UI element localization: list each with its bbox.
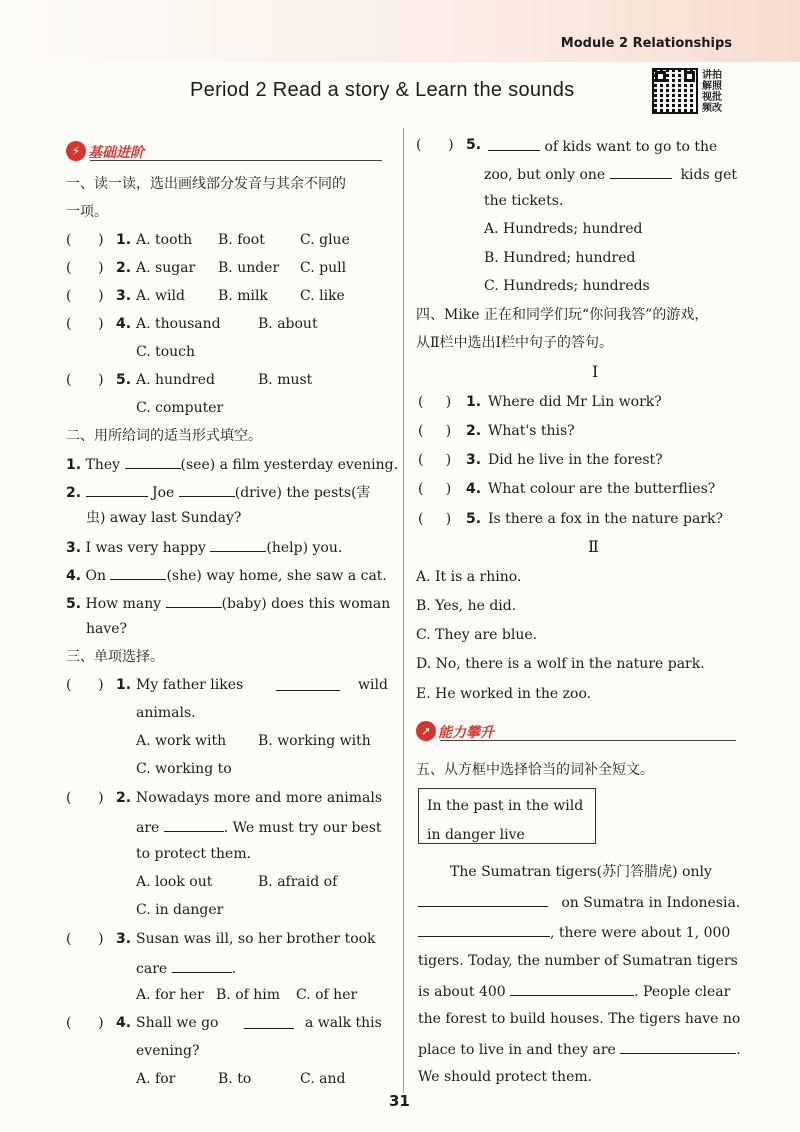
question-text: wild bbox=[358, 677, 388, 693]
answer-paren[interactable]: ( ) bbox=[418, 423, 452, 439]
question-text: (see) a film yesterday evening. bbox=[180, 457, 399, 473]
question-text: Joe bbox=[151, 485, 175, 501]
question-number: 2. bbox=[466, 423, 482, 439]
section-basic-banner bbox=[66, 140, 382, 164]
option-c: C. Hundreds; hundreds bbox=[484, 278, 650, 294]
part4-heading: 四、Mike 正在和同学们玩“你问我答”的游戏， bbox=[416, 307, 709, 323]
section-advanced-title: 能力攀升 bbox=[438, 725, 494, 741]
question-text: (drive) the pests(害 bbox=[234, 485, 371, 501]
option-c: C. and bbox=[300, 1071, 346, 1087]
question-text: a walk this bbox=[305, 1015, 382, 1031]
question-number: 4. bbox=[66, 568, 82, 584]
option-c: C. computer bbox=[136, 400, 224, 416]
column-i-label: Ⅰ bbox=[592, 362, 599, 381]
fill-blank[interactable] bbox=[418, 892, 548, 907]
question-text: What colour are the butterflies? bbox=[488, 481, 716, 497]
question-number: 5. bbox=[116, 372, 132, 388]
option-c: C. of her bbox=[296, 987, 358, 1003]
question-number: 1. bbox=[466, 394, 482, 410]
option-a: A. look out bbox=[136, 874, 213, 890]
question-text: Nowadays more and more animals bbox=[136, 790, 383, 806]
answer-paren[interactable]: ( ) bbox=[66, 288, 104, 304]
question-number: 2. bbox=[116, 260, 132, 276]
answer-paren[interactable]: ( ) bbox=[66, 316, 104, 332]
part2-question-1 bbox=[66, 454, 398, 474]
passage-line: on Sumatra in Indonesia. bbox=[418, 892, 740, 912]
question-text: (help) you. bbox=[266, 540, 343, 556]
fill-blank[interactable] bbox=[179, 482, 235, 497]
answer-paren[interactable]: ( ) bbox=[416, 137, 454, 153]
page-title: Period 2 Read a story & Learn the sounds bbox=[190, 79, 575, 101]
part2-question-3 bbox=[66, 537, 342, 557]
question-text: Where did Mr Lin work? bbox=[488, 394, 662, 410]
fill-blank[interactable] bbox=[210, 537, 266, 552]
option-b: B. afraid of bbox=[258, 874, 338, 890]
answer-paren[interactable]: ( ) bbox=[66, 372, 104, 388]
fill-blank[interactable] bbox=[610, 164, 672, 179]
option-b: B. foot bbox=[218, 232, 265, 248]
answer-paren[interactable]: ( ) bbox=[66, 260, 104, 276]
question-text: Did he live in the forest? bbox=[488, 452, 663, 468]
part5-heading: 五、从方框中选择恰当的词补全短文。 bbox=[416, 762, 654, 778]
qr-caption: 讲拍 解照 视批 频改 bbox=[702, 70, 722, 114]
question-text: care . bbox=[136, 958, 236, 978]
fill-blank[interactable] bbox=[166, 593, 222, 608]
answer-option: B. Yes, he did. bbox=[416, 598, 517, 614]
option-a: A. for her bbox=[136, 987, 204, 1003]
option-b: B. about bbox=[258, 316, 318, 332]
option-c: C. touch bbox=[136, 344, 196, 360]
answer-paren[interactable]: ( ) bbox=[66, 931, 104, 947]
lightning-icon: ⚡ bbox=[66, 141, 86, 161]
fill-blank[interactable] bbox=[620, 1039, 736, 1054]
fill-blank[interactable] bbox=[244, 1014, 294, 1029]
question-text: are . We must try our best bbox=[136, 817, 382, 837]
module-label: Module 2 Relationships bbox=[560, 36, 732, 51]
part2-question-5 bbox=[66, 593, 390, 613]
question-text: (she) way home, she saw a cat. bbox=[166, 568, 387, 584]
question-number: 3. bbox=[66, 540, 82, 556]
question-text: What's this? bbox=[488, 423, 575, 439]
part3-heading: 三、单项选择。 bbox=[66, 649, 164, 665]
passage-line: tigers. Today, the number of Sumatran tigers bbox=[418, 953, 738, 969]
answer-paren[interactable]: ( ) bbox=[418, 394, 452, 410]
passage-line: , there were about 1, 000 bbox=[418, 922, 730, 942]
answer-paren[interactable]: ( ) bbox=[418, 511, 452, 527]
question-number: 4. bbox=[116, 1015, 132, 1031]
option-b: B. Hundred; hundred bbox=[484, 250, 636, 266]
rocket-icon: ➚ bbox=[416, 721, 436, 741]
fill-blank[interactable] bbox=[164, 817, 224, 832]
fill-blank[interactable] bbox=[418, 922, 550, 937]
answer-paren[interactable]: ( ) bbox=[66, 677, 104, 693]
question-number: 5. bbox=[466, 137, 482, 153]
fill-blank-wrap bbox=[276, 676, 340, 696]
question-number: 3. bbox=[116, 931, 132, 947]
option-a: A. tooth bbox=[136, 232, 193, 248]
header-band bbox=[0, 0, 800, 62]
section-advanced-banner bbox=[416, 720, 736, 744]
question-text: to protect them. bbox=[136, 846, 252, 862]
passage-line: place to live in and they are . bbox=[418, 1039, 741, 1059]
part4-heading: 从Ⅱ栏中选出Ⅰ栏中句子的答句。 bbox=[416, 335, 614, 351]
question-text: Shall we go bbox=[136, 1015, 219, 1031]
answer-option: C. They are blue. bbox=[416, 627, 538, 643]
page-number: 31 bbox=[389, 1092, 410, 1110]
option-a: A. Hundreds; hundred bbox=[484, 221, 643, 237]
part1-heading: 一、读一读，选出画线部分发音与其余不同的 bbox=[66, 176, 346, 192]
question-number: 5. bbox=[466, 511, 482, 527]
part2-heading: 二、用所给词的适当形式填空。 bbox=[66, 428, 262, 444]
answer-paren[interactable]: ( ) bbox=[418, 452, 452, 468]
option-b: B. milk bbox=[218, 288, 268, 304]
question-number: 2. bbox=[66, 485, 82, 501]
word-bank-line: in danger live bbox=[427, 827, 525, 843]
banner-rule bbox=[90, 160, 382, 161]
word-bank-line: In the past in the wild bbox=[427, 798, 584, 814]
question-number: 1. bbox=[116, 232, 132, 248]
question-number: 1. bbox=[66, 457, 82, 473]
option-b: B. working with bbox=[258, 733, 371, 749]
question-text: evening? bbox=[136, 1043, 200, 1059]
question-text: Is there a fox in the nature park? bbox=[488, 511, 724, 527]
question-text: the tickets. bbox=[484, 193, 564, 209]
option-c: C. like bbox=[300, 288, 345, 304]
option-c: C. working to bbox=[136, 761, 232, 777]
question-number: 1. bbox=[116, 677, 132, 693]
option-a: A. hundred bbox=[136, 372, 215, 388]
part1-heading: 一项。 bbox=[66, 204, 108, 220]
question-text: Susan was ill, so her brother took bbox=[136, 931, 376, 947]
question-number: 2. bbox=[116, 790, 132, 806]
answer-paren[interactable]: ( ) bbox=[66, 232, 104, 248]
answer-option: E. He worked in the zoo. bbox=[416, 686, 592, 702]
passage-line: The Sumatran tigers(苏门答腊虎) only bbox=[450, 864, 712, 880]
option-b: B. of him bbox=[216, 987, 281, 1003]
banner-rule bbox=[440, 740, 736, 741]
fill-blank[interactable] bbox=[276, 676, 340, 691]
question-text: They bbox=[85, 457, 121, 473]
option-b: B. must bbox=[258, 372, 313, 388]
question-number: 3. bbox=[466, 452, 482, 468]
option-a: A. thousand bbox=[136, 316, 221, 332]
part2-question-4 bbox=[66, 565, 387, 585]
question-text: I was very happy bbox=[85, 540, 206, 556]
question-text: of kids want to go to the bbox=[488, 136, 717, 156]
option-a: A. sugar bbox=[136, 260, 196, 276]
question-text: How many bbox=[85, 596, 162, 612]
option-c: C. pull bbox=[300, 260, 347, 276]
question-text: My father likes bbox=[136, 677, 244, 693]
question-text: On bbox=[85, 568, 107, 584]
fill-blank[interactable] bbox=[125, 454, 181, 469]
option-b: B. to bbox=[218, 1071, 252, 1087]
fill-blank[interactable] bbox=[488, 136, 540, 151]
question-number: 5. bbox=[66, 596, 82, 612]
answer-paren[interactable]: ( ) bbox=[66, 1015, 104, 1031]
answer-paren[interactable]: ( ) bbox=[66, 790, 104, 806]
passage-line: is about 400 . People clear bbox=[418, 981, 730, 1001]
option-c: C. glue bbox=[300, 232, 350, 248]
fill-blank[interactable] bbox=[510, 981, 634, 996]
answer-option: A. It is a rhino. bbox=[416, 569, 522, 585]
section-basic-title: 基础进阶 bbox=[88, 145, 144, 161]
fill-blank-wrap bbox=[244, 1014, 294, 1034]
question-number: 4. bbox=[466, 481, 482, 497]
option-a: A. work with bbox=[136, 733, 227, 749]
part2-question-2-cont: 虫) away last Sunday? bbox=[86, 510, 242, 526]
answer-option: D. No, there is a wolf in the nature park. bbox=[416, 656, 705, 672]
option-b: B. under bbox=[218, 260, 280, 276]
column-ii-label: Ⅱ bbox=[588, 537, 599, 556]
question-text: zoo, but only one kids get bbox=[484, 164, 737, 184]
fill-blank[interactable] bbox=[110, 565, 166, 580]
question-text: animals. bbox=[136, 705, 196, 721]
fill-blank[interactable] bbox=[172, 958, 232, 973]
answer-paren[interactable]: ( ) bbox=[418, 481, 452, 497]
option-a: A. for bbox=[136, 1071, 176, 1087]
question-number: 4. bbox=[116, 316, 132, 332]
passage-line: the forest to build houses. The tigers have no bbox=[418, 1011, 741, 1027]
question-text: (baby) does this woman bbox=[221, 596, 391, 612]
part2-question-5-cont: have? bbox=[86, 621, 128, 637]
qr-code-icon[interactable] bbox=[652, 68, 698, 114]
part2-question-2 bbox=[66, 482, 371, 502]
fill-blank[interactable] bbox=[86, 482, 148, 497]
option-a: A. wild bbox=[136, 288, 185, 304]
passage-line: We should protect them. bbox=[418, 1069, 593, 1085]
column-divider bbox=[403, 128, 404, 1093]
question-number: 3. bbox=[116, 288, 132, 304]
option-c: C. in danger bbox=[136, 902, 224, 918]
